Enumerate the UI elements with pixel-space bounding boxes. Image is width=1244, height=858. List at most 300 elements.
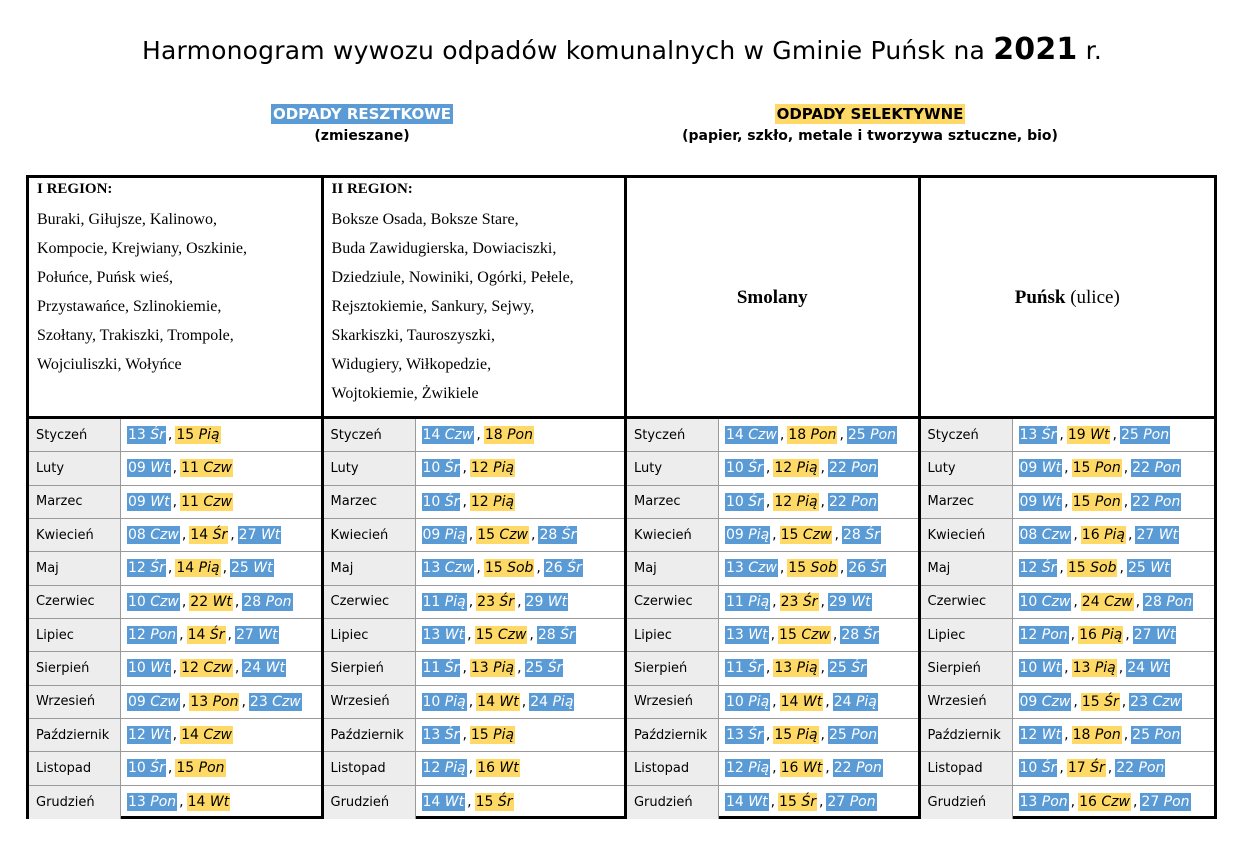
collection-dates [719,486,918,518]
date-weekday: Wt [851,593,871,610]
table-row [324,586,624,619]
date-weekday: Śr [497,794,513,811]
date-chip-mixed [725,793,769,811]
date-chip-selective [475,793,514,811]
date-weekday: Śr [150,760,165,777]
date-weekday: Sob [1090,560,1117,577]
date-day: 15 [1072,493,1095,510]
date-day: 11 [181,493,204,510]
date-weekday: Śr [444,493,460,510]
date-weekday: Pią [796,660,818,677]
region-2-places [332,205,616,408]
date-chip-mixed [1019,426,1058,444]
month-label: Wrzesień [921,686,1013,718]
date-separator: , [765,493,771,510]
date-weekday: Wt [1149,660,1169,677]
table-row [29,719,321,752]
date-chip-mixed [1019,459,1063,477]
date-day: 12 [128,560,151,577]
month-label: Grudzień [324,786,416,819]
date-day: 13 [725,727,749,744]
date-weekday: Śr [801,794,816,811]
date-chip-selective [1081,526,1126,544]
date-weekday: Pią [748,593,770,610]
date-separator: , [181,527,187,544]
date-weekday: Pią [493,460,515,477]
date-day: 15 [475,794,498,811]
date-weekday: Czw [444,427,474,444]
date-chip-selective [1072,493,1122,511]
table-row [627,452,918,485]
collection-dates [121,586,321,618]
date-day: 15 [779,794,802,811]
smolany-title: Smolany [736,286,808,308]
date-separator: , [1064,660,1069,677]
place-line: Połuńce, Puńsk wieś, [37,269,173,286]
mixed-waste-subtitle: (zmieszane) [314,128,410,144]
collection-dates [719,652,918,684]
date-weekday: Czw [444,560,474,577]
date-chip-mixed [127,426,166,444]
date-chip-mixed [833,759,883,777]
month-label: Wrzesień [324,686,416,718]
date-day: 23 [477,593,500,610]
date-separator: , [241,693,246,710]
date-day: 24 [1081,593,1105,610]
date-weekday: Śr [560,627,575,644]
date-day: 16 [477,760,500,777]
date-separator: , [765,727,771,744]
date-day: 27 [238,527,261,544]
date-weekday: Pią [493,727,515,744]
date-separator: , [468,693,474,710]
table-row [29,619,321,652]
collection-dates [416,652,624,684]
date-day: 13 [128,794,151,811]
date-weekday: Wt [1156,627,1176,644]
date-day: 10 [1019,760,1042,777]
place-line: Wojciuliszki, Wołyńce [37,356,182,373]
date-chip-mixed [1127,559,1171,577]
collection-dates [416,452,624,484]
date-weekday: Pią [198,560,220,577]
punsk-header [921,178,1215,419]
date-chip-selective [484,559,535,577]
date-weekday: Śr [748,660,763,677]
date-day: 15 [475,627,498,644]
table-row [324,519,624,552]
date-separator: , [820,460,825,477]
date-weekday: Pon [851,727,878,744]
date-weekday: Wt [444,794,465,811]
date-chip-selective [476,759,520,777]
date-chip-mixed [537,626,576,644]
date-weekday: Wt [150,493,170,510]
month-label: Kwiecień [29,519,121,551]
date-separator: , [172,493,178,510]
table-row [29,586,321,619]
date-weekday: Czw [203,460,232,477]
collection-dates [1013,619,1215,651]
date-weekday: Śr [802,593,818,610]
date-chip-selective [180,459,233,477]
date-separator: , [179,794,184,811]
date-chip-mixed [242,593,292,611]
month-label: Styczeń [29,419,121,451]
date-weekday: Pon [150,794,177,811]
date-day: 18 [484,427,508,444]
date-weekday: Pią [444,760,466,777]
date-weekday: Pią [748,527,770,544]
date-weekday: Wt [1158,527,1179,544]
date-day: 22 [190,593,213,610]
date-chip-selective [187,626,226,644]
date-day: 15 [477,527,500,544]
place-line: Dziedziule, Nowiniki, Ogórki, Pełele, [331,269,574,286]
date-chip-mixed [1019,659,1063,677]
month-label: Styczeń [324,419,416,451]
date-separator: , [227,627,232,644]
date-separator: , [1121,693,1127,710]
table-row [324,652,624,685]
date-weekday: Pon [851,493,878,510]
table-row [324,619,624,652]
date-chip-selective [780,593,819,611]
punsk-title: Puńsk [1014,286,1066,308]
date-chip-selective [1072,459,1122,477]
date-chip-mixed [725,593,770,611]
collection-dates [1013,419,1215,451]
month-label: Luty [627,452,719,484]
date-weekday: Wt [209,794,230,811]
schedule-table [26,175,1217,819]
month-label: Kwiecień [921,519,1013,551]
date-chip-mixed [842,526,881,544]
date-chip-selective [1081,593,1134,611]
date-separator: , [1107,760,1113,777]
date-day: 12 [1019,560,1042,577]
table-row [921,786,1215,819]
place-line: Buraki, Giłujsze, Kalinowo, [37,211,217,228]
date-separator: , [772,760,777,777]
table-row [921,552,1215,585]
date-day: 24 [1127,660,1150,677]
date-separator: , [1123,493,1129,510]
date-day: 14 [725,427,749,444]
date-separator: , [765,460,771,477]
collection-dates [1013,519,1215,551]
month-label: Luty [324,452,416,484]
date-day: 22 [829,460,852,477]
month-label: Maj [627,552,719,584]
date-weekday: Czw [1152,693,1182,710]
table-row [921,419,1215,452]
selective-waste-header [640,104,1100,144]
date-weekday: Pią [748,760,770,777]
date-day: 25 [231,560,254,577]
date-day: 10 [128,660,151,677]
date-weekday: Śr [748,727,763,744]
date-chip-mixed [1131,459,1181,477]
date-weekday: Pią [493,660,515,677]
month-label: Wrzesień [29,686,121,718]
date-chip-selective [780,693,824,711]
date-day: 09 [128,460,151,477]
date-weekday: Pon [1154,727,1181,744]
date-separator: , [521,693,527,710]
date-weekday: Pon [1094,727,1121,744]
collection-dates [416,686,624,718]
date-day: 13 [470,660,494,677]
date-day: 12 [181,660,204,677]
month-label: Maj [324,552,416,584]
date-separator: , [820,493,825,510]
date-chip-mixed [422,793,466,811]
date-day: 12 [470,460,494,477]
date-weekday: Pon [265,593,292,610]
date-chip-mixed [725,759,770,777]
collection-dates [1013,686,1215,718]
table-row [921,686,1215,719]
date-chip-mixed [828,493,878,511]
month-label: Listopad [921,752,1013,784]
date-day: 13 [1072,660,1095,677]
selective-waste-tag: ODPADY SELEKTYWNE [776,105,964,123]
date-separator: , [462,660,467,677]
date-separator: , [770,794,776,811]
date-day: 23 [249,693,273,710]
month-label: Maj [921,552,1013,584]
column-punsk [921,178,1215,816]
date-weekday: Pią [552,693,574,710]
date-separator: , [181,593,187,610]
date-weekday: Śr [150,560,165,577]
region-1-title: I REGION: [37,181,113,197]
table-row [324,752,624,785]
date-weekday: Czw [1104,593,1133,610]
table-row [627,752,918,785]
smolany-header [627,178,918,419]
date-day: 13 [1019,427,1042,444]
date-chip-mixed [238,526,282,544]
place-line: Szołtany, Trakiszki, Trompole, [37,327,234,344]
date-separator: , [517,660,522,677]
month-label: Czerwiec [29,586,121,618]
date-weekday: Czw [748,560,777,577]
date-day: 28 [537,627,561,644]
date-chip-mixed [529,693,574,711]
date-day: 13 [128,427,151,444]
date-chip-mixed [422,726,461,744]
date-day: 14 [422,427,445,444]
date-chip-mixed [249,693,302,711]
date-separator: , [1070,794,1076,811]
date-weekday: Pon [1041,794,1068,811]
date-chip-selective [1067,559,1118,577]
date-chip-selective [787,559,838,577]
date-weekday: Śr [1104,693,1119,710]
date-chip-mixed [1019,726,1063,744]
date-day: 10 [128,593,151,610]
date-chip-selective [470,726,515,744]
date-day: 13 [422,627,445,644]
date-separator: , [179,627,184,644]
date-weekday: Pią [1101,627,1123,644]
date-separator: , [462,727,467,744]
date-day: 17 [1067,760,1091,777]
date-day: 16 [1081,527,1105,544]
collection-dates [416,619,624,651]
date-day: 22 [1116,760,1139,777]
date-day: 12 [128,727,151,744]
date-day: 15 [176,427,199,444]
date-chip-mixed [826,793,876,811]
date-chip-mixed [127,759,166,777]
date-day: 13 [422,727,445,744]
date-weekday: Pon [1041,627,1068,644]
date-chip-mixed [422,593,467,611]
date-separator: , [834,527,839,544]
date-weekday: Śr [499,593,515,610]
date-weekday: Sob [810,560,837,577]
date-weekday: Pon [870,427,897,444]
date-chip-mixed [525,659,564,677]
date-chip-mixed [127,793,177,811]
date-separator: , [832,627,838,644]
collection-dates [121,452,321,484]
collection-dates [121,652,321,684]
date-chip-selective [1078,626,1123,644]
date-weekday: Czw [1041,693,1071,710]
date-chip-selective [476,526,529,544]
date-chip-selective [787,426,837,444]
date-day: 10 [1019,660,1042,677]
date-separator: , [772,593,777,610]
date-chip-mixed [127,659,171,677]
date-chip-mixed [127,526,180,544]
month-label: Czerwiec [627,586,719,618]
date-chip-selective [773,726,818,744]
collection-dates [719,452,918,484]
date-weekday: Pią [796,493,818,510]
date-weekday: Śr [150,427,165,444]
date-chip-mixed [725,693,770,711]
date-weekday: Śr [547,660,563,677]
collection-dates [1013,452,1215,484]
date-chip-mixed [230,559,274,577]
date-weekday: Pią [444,527,466,544]
selective-waste-subtitle: (papier, szkło, metale i tworzywa sztuczne, bio) [682,128,1058,144]
date-chip-mixed [1019,526,1072,544]
date-chip-selective [470,493,515,511]
date-chip-mixed [847,426,897,444]
date-weekday: Pią [198,427,220,444]
date-chip-mixed [1115,759,1165,777]
date-day: 13 [1019,794,1042,811]
date-chip-mixed [828,659,867,677]
date-separator: , [1118,660,1124,677]
date-day: 12 [774,460,797,477]
region-2-rows [324,419,624,819]
date-day: 13 [725,627,749,644]
date-separator: , [1059,760,1064,777]
date-day: 14 [176,560,199,577]
collection-dates [719,686,918,718]
date-day: 24 [833,693,856,710]
date-separator: , [1119,560,1124,577]
date-chip-mixed [725,459,764,477]
date-day: 09 [1019,460,1042,477]
date-weekday: Wt [1041,660,1062,677]
table-row [627,552,918,585]
date-weekday: Wt [802,760,823,777]
date-chip-selective [1067,759,1106,777]
month-label: Sierpień [921,652,1013,684]
date-day: 10 [422,693,445,710]
date-separator: , [517,593,522,610]
date-day: 23 [780,593,803,610]
table-row [29,652,321,685]
table-row [324,686,624,719]
date-weekday: Czw [203,493,232,510]
date-day: 27 [1141,794,1164,811]
collection-dates [1013,652,1215,684]
date-chip-selective [476,593,515,611]
date-chip-mixed [833,693,878,711]
table-row [627,419,918,452]
date-day: 26 [544,560,568,577]
date-weekday: Śr [748,493,763,510]
date-weekday: Pią [493,493,515,510]
date-weekday: Czw [203,660,232,677]
date-day: 25 [829,660,852,677]
mixed-waste-tag: ODPADY RESZTKOWE [272,105,452,123]
month-label: Marzec [921,486,1013,518]
date-chip-mixed [1019,559,1058,577]
date-weekday: Śr [1041,427,1057,444]
date-separator: , [467,627,472,644]
place-line: Przystawańce, Szlinokiemie, [37,298,222,315]
table-row [29,486,321,519]
table-row [627,619,918,652]
table-row [627,486,918,519]
date-weekday: Pią [444,593,466,610]
date-chip-mixed [422,526,467,544]
date-chip-mixed [242,659,286,677]
date-separator: , [1135,593,1141,610]
table-row [29,752,321,785]
date-day: 14 [780,693,803,710]
table-row [324,419,624,452]
date-day: 26 [848,560,871,577]
date-chip-mixed [127,493,171,511]
date-chip-mixed [1131,493,1181,511]
date-weekday: Śr [1041,560,1057,577]
date-chip-mixed [422,626,466,644]
table-row [921,619,1215,652]
collection-dates [121,486,321,518]
date-separator: , [1064,727,1069,744]
date-separator: , [779,560,785,577]
date-weekday: Śr [209,627,225,644]
month-label: Luty [29,452,121,484]
date-weekday: Pon [198,760,225,777]
date-chip-mixed [828,593,872,611]
date-weekday: Czw [150,693,179,710]
date-weekday: Czw [272,693,301,710]
date-day: 18 [1072,727,1095,744]
date-weekday: Czw [1041,527,1071,544]
